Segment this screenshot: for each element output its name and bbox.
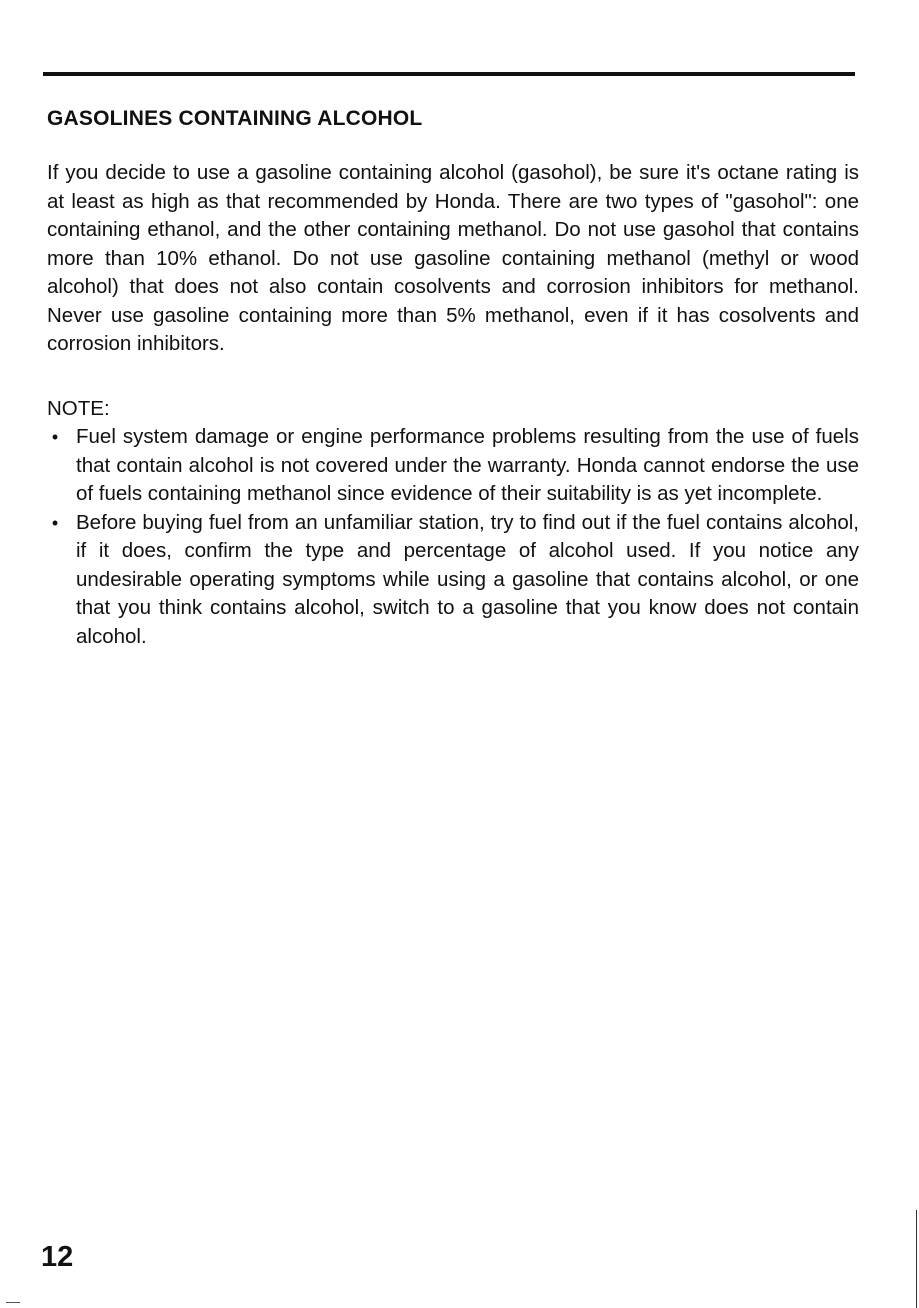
top-rule bbox=[43, 72, 855, 76]
bullet-icon: • bbox=[51, 512, 59, 533]
bullet-icon: • bbox=[51, 427, 59, 447]
intro-paragraph: If you decide to use a gasoline containing alcohol (gasohol), be sure it's octane rating is at least as high as that recommended by Honda. There are two types of "gasohol": one containing ethanol, and the other containing methanol. Do not use gasohol that contains more than 10% ethanol. Do not use gasoline containing methanol (methyl or wood alcohol) that does not also contain cosolvents and corrosion inhibitors for methanol. Never use gasoline containing more than 5% methanol, even if it has cosolvents and corrosion inhibitors. bbox=[47, 161, 859, 355]
scan-edge-line bbox=[916, 1210, 917, 1308]
page-number: 12 bbox=[41, 1241, 74, 1273]
note-item bbox=[47, 423, 859, 509]
section-title: GASOLINES CONTAINING ALCOHOL bbox=[47, 107, 423, 130]
note-label: NOTE: bbox=[47, 397, 110, 420]
note-item-text: Fuel system damage or engine performance problems resulting from the use of fuels that contain alcohol is not covered under the warranty. Honda cannot endorse the use of fuels containing methanol since evidence of their suitability is as yet incomplete. bbox=[76, 425, 859, 505]
note-item bbox=[47, 509, 859, 652]
scan-corner-mark bbox=[6, 1302, 20, 1303]
note-list bbox=[47, 423, 859, 651]
note-item-text: Before buying fuel from an unfamiliar station, try to find out if the fuel contains alcohol, if it does, confirm the type and percentage of alcohol used. If you notice any undesirable operating symptoms while using a gasoline that contains alcohol, or one that you think contains alcohol, switch to a gasoline that you know does not contain alcohol. bbox=[76, 510, 859, 648]
